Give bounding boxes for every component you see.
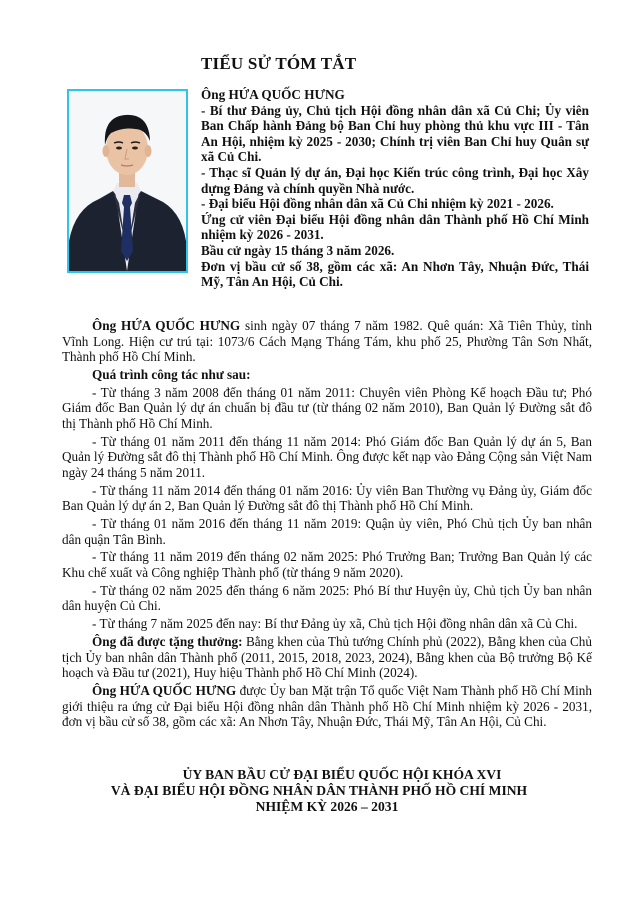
intro-name: Ông HỨA QUỐC HƯNG — [92, 318, 241, 333]
career-item: - Từ tháng 02 năm 2025 đến tháng 6 năm 2025: Phó Bí thư Huyện ủy, Chủ tịch Ủy ban nhân dân huyện Củ Chi. — [62, 582, 592, 614]
candidate-name-heading: Ông HỨA QUỐC HƯNG — [201, 87, 345, 102]
page-title: TIỂU SỬ TÓM TẮT — [201, 54, 357, 73]
summary-education: - Thạc sĩ Quản lý dự án, Đại học Kiến trúc công trình, Đại học Xây dựng Đảng và chính quyền Nhà nước. — [201, 164, 589, 196]
committee-term: NHIỆM KỲ 2026 – 2031 — [255, 799, 399, 814]
committee-line-2: VÀ ĐẠI BIỂU HỘI ĐỒNG NHÂN DÂN THÀNH PHỐ HỒ CHÍ MINH — [110, 783, 528, 798]
awards-paragraph — [62, 634, 592, 681]
intro-paragraph — [62, 318, 592, 365]
awards-text: Bằng khen của Thủ tướng Chính phủ (2022), Bằng khen của Chủ tịch Ủy ban nhân dân Thành phố (2011, 2015, 2018, 2023, 2024), Bằng khen của Bộ trưởng Bộ Kế hoạch và Đầu tư (2021), Huy hiệu Thành phố Hồ Chí Minh (2024). — [62, 633, 592, 681]
summary-current-delegate: - Đại biểu Hội đồng nhân dân xã Củ Chi nhiệm kỳ 2021 - 2026. — [201, 196, 554, 212]
biography-body — [62, 318, 592, 732]
issuing-committee — [62, 767, 592, 815]
nomination-paragraph — [62, 683, 592, 730]
career-item: - Từ tháng 11 năm 2019 đến tháng 02 năm 2025: Phó Trưởng Ban; Trưởng Ban Quản lý các Khu chế xuất và Công nghiệp Thành phố (từ tháng 9 năm 2020). — [62, 549, 592, 581]
career-heading-text: Quá trình công tác như sau: — [92, 366, 251, 382]
nomination-name: Ông HỨA QUỐC HƯNG — [92, 682, 237, 698]
career-item: - Từ tháng 01 năm 2016 đến tháng 11 năm 2019: Quận ủy viên, Phó Chủ tịch Ủy ban nhân dân quận Tân Bình. — [62, 516, 592, 547]
career-heading — [62, 367, 592, 383]
summary-candidacy: Ứng cử viên Đại biểu Hội đồng nhân dân Thành phố Hồ Chí Minh nhiệm kỳ 2026 - 2031. — [201, 211, 589, 243]
portrait-photo — [67, 89, 188, 273]
nomination-text: được Ủy ban Mặt trận Tổ quốc Việt Nam Thành phố Hồ Chí Minh giới thiệu ra ứng cử Đại biểu Hội đồng nhân dân Thành phố Hồ Chí Minh nhiệm kỳ 2026 - 2031, đơn vị bầu cử số 38, gồm các xã: An Nhơn Tây, Nhuận Đức, Thái Mỹ, Tân An Hội, Củ Chi. — [62, 682, 592, 730]
candidate-summary — [201, 87, 589, 290]
portrait-image — [69, 91, 186, 271]
career-item: - Từ tháng 3 năm 2008 đến tháng 01 năm 2011: Chuyên viên Phòng Kế hoạch Đầu tư; Phó Giám đốc Ban Quản lý dự án chuẩn bị đầu tư (từ tháng 02 năm 2010), Ban Quản lý Đường sắt đô thị Thành phố Hồ Chí Minh. — [62, 384, 592, 431]
career-item: - Từ tháng 11 năm 2014 đến tháng 01 năm 2016: Ủy viên Ban Thường vụ Đảng ủy, Giám đốc Ban Quản lý dự án 2, Ban Quản lý Đường sắt đô thị Thành phố Hồ Chí Minh. — [62, 482, 592, 514]
committee-line-1: ỦY BAN BẦU CỬ ĐẠI BIỂU QUỐC HỘI KHÓA XVI — [182, 767, 502, 782]
summary-positions: - Bí thư Đảng ủy, Chủ tịch Hội đồng nhân dân xã Củ Chi; Ủy viên Ban Chấp hành Đảng bộ Ban Chỉ huy phòng thủ khu vực III - Tân An Hội, nhiệm kỳ 2025 - 2030; Chính trị viên Ban Chỉ huy Quân sự xã Củ Chi. — [201, 102, 589, 165]
summary-constituency: Đơn vị bầu cử số 38, gồm các xã: An Nhơn Tây, Nhuận Đức, Thái Mỹ, Tân An Hội, Củ Chi. — [201, 258, 589, 290]
career-item: - Từ tháng 7 năm 2025 đến nay: Bí thư Đảng ủy xã, Chủ tịch Hội đồng nhân dân xã Củ Chi. — [92, 616, 578, 632]
career-item: - Từ tháng 01 năm 2011 đến tháng 11 năm 2014: Phó Giám đốc Ban Quản lý dự án 5, Ban Quản lý Đường sắt đô thị Thành phố Hồ Chí Minh. Ông được kết nạp vào Đảng Cộng sản Việt Nam ngày 24 tháng 5 năm 2011. — [62, 433, 592, 480]
intro-text: sinh ngày 07 tháng 7 năm 1982. Quê quán: Xã Tiên Thủy, tỉnh Vĩnh Long. Hiện cư trú tại: 1073/6 Cách Mạng Tháng Tám, khu phố 25, Phường Tân Sơn Nhất, Thành phố Hồ Chí Minh. — [62, 318, 592, 365]
summary-election-date: Bầu cử ngày 15 tháng 3 năm 2026. — [201, 242, 395, 258]
awards-label: Ông đã được tặng thưởng: — [92, 633, 243, 649]
